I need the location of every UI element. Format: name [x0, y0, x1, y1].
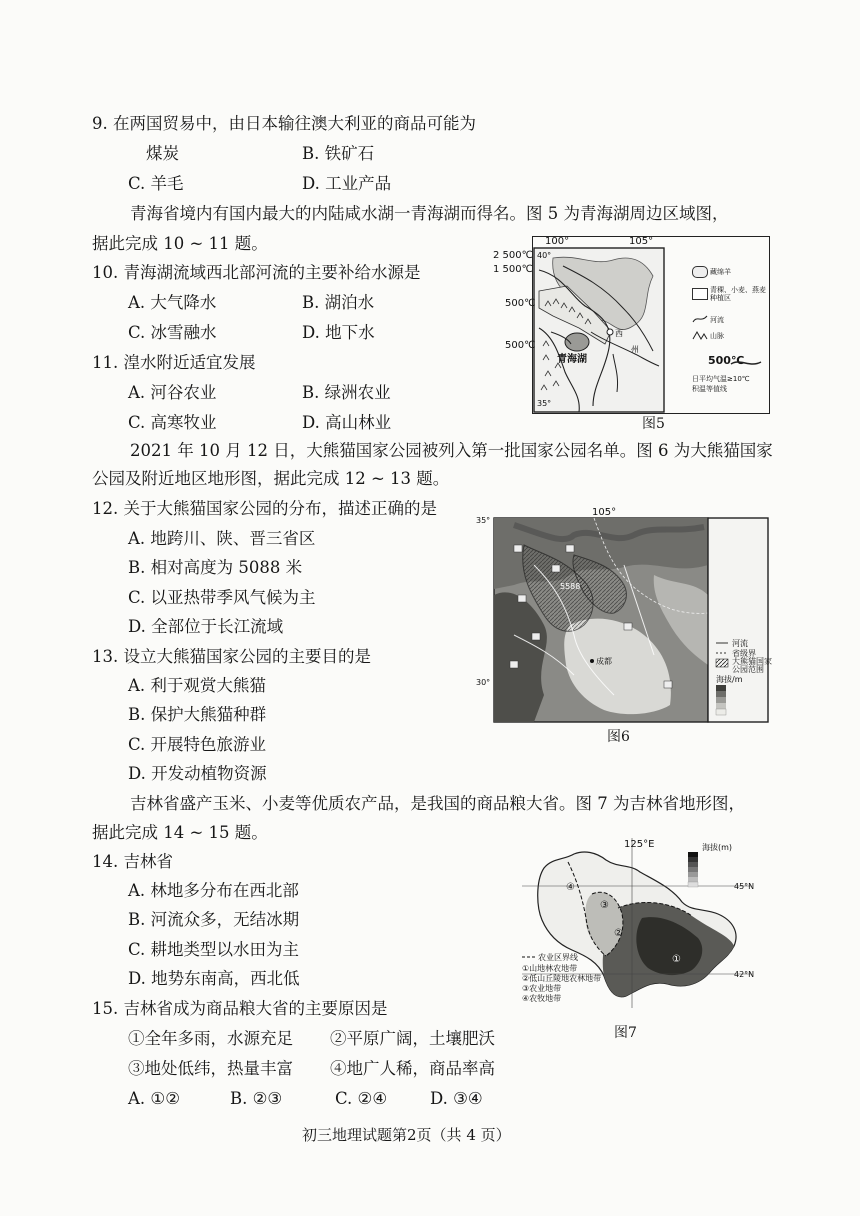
- fig7-zone-4: ④: [566, 882, 575, 893]
- page-footer: 初三地理试题第2页（共 4 页）: [302, 1126, 511, 1144]
- q10-option-b: B. 湖泊水: [302, 293, 375, 312]
- fig7-zone-2: ②: [614, 928, 623, 939]
- q10-option-a: A. 大气降水: [128, 293, 217, 312]
- q11-option-a: A. 河谷农业: [128, 383, 217, 402]
- fig7-zone-1: ①: [672, 954, 681, 965]
- fig6-city-label: 成都: [596, 657, 612, 666]
- fig7-elev-label: 海拔(m): [702, 843, 733, 852]
- fig7-elevation-scale: [688, 852, 698, 887]
- q15-item-1: ①全年多雨，水源充足: [128, 1029, 293, 1048]
- q14-option-a: A. 林地多分布在西北部: [128, 881, 299, 900]
- fig5-legend-iso-desc2: 积温等值线: [692, 385, 727, 393]
- fig7-zone-3: ③: [600, 900, 609, 911]
- q14-stem: 14. 吉林省: [92, 852, 173, 871]
- fig5-iso-2500: 2 500℃: [493, 250, 533, 261]
- q14-option-b: B. 河流众多，无结冰期: [128, 910, 300, 929]
- figure-6-map: [474, 505, 774, 727]
- fig6-caption: 图6: [607, 729, 630, 745]
- intro12-line2: 公园及附近地区地形图，据此完成 12 ~ 13 题。: [92, 469, 450, 488]
- q9-option-b: B. 铁矿石: [302, 144, 375, 163]
- isoline-icon: [730, 358, 762, 368]
- q15-stem: 15. 吉林省成为商品粮大省的主要原因是: [92, 999, 388, 1018]
- fig5-legend-mountain: 山脉: [710, 332, 724, 340]
- q9-option-a: 煤炭: [146, 144, 179, 163]
- figure-5-legend: [690, 262, 770, 414]
- fig5-legend-iso-value: 500℃: [708, 354, 745, 367]
- fig5-legend-iso-desc1: 日平均气温≥10℃: [692, 375, 750, 383]
- q15-item-3: ③地处低纬，热量丰富: [128, 1059, 293, 1078]
- fig7-legend-1: ①山地林农地带: [522, 964, 578, 973]
- q13-option-b: B. 保护大熊猫种群: [128, 705, 267, 724]
- q10-stem: 10. 青海湖流域西北部河流的主要补给水源是: [92, 263, 421, 282]
- q11-stem: 11. 湟水附近适宜发展: [92, 353, 256, 372]
- intro12-line1: 2021 年 10 月 12 日，大熊猫国家公园被列入第一批国家公园名单。图 6 为大熊猫国家: [130, 441, 773, 460]
- sheep-icon: [692, 266, 708, 278]
- q15-option-a: A. ①②: [128, 1089, 180, 1108]
- figure-5-map: [493, 236, 707, 414]
- fig6-lon: 105°: [592, 507, 617, 518]
- fig6-park-icon: [716, 659, 728, 667]
- q11-option-d: D. 高山林业: [302, 413, 392, 432]
- fig6-peak-label: 5588: [560, 582, 581, 591]
- fig5-lon-left: 100°: [545, 236, 570, 247]
- q10-option-c: C. 冰雪融水: [128, 323, 217, 342]
- fig7-lon: 125°E: [624, 839, 655, 850]
- q13-stem: 13. 设立大熊猫国家公园的主要目的是: [92, 647, 371, 666]
- river-icon: [692, 314, 708, 324]
- q9-option-c: C. 羊毛: [128, 174, 184, 193]
- fig5-iso-500a: 500℃: [505, 298, 536, 309]
- q13-option-d: D. 开发动植物资源: [128, 764, 267, 783]
- fig7-legend-0: 农业区界线: [538, 953, 578, 962]
- fig7-legend-3: ③农业地带: [522, 984, 562, 993]
- q10-option-d: D. 地下水: [302, 323, 375, 342]
- fig5-legend-crop: 青稞、小麦、燕麦种植区: [710, 286, 766, 303]
- fig5-iso-500b: 500℃: [505, 340, 536, 351]
- q9-stem: 9. 在两国贸易中，由日本输往澳大利亚的商品可能为: [92, 114, 476, 133]
- intro10-line2: 据此完成 10 ~ 11 题。: [92, 234, 268, 253]
- fig6-legend-elev: 海拔/m: [716, 675, 743, 684]
- fig5-caption: 图5: [642, 416, 665, 432]
- fig5-city-label: 西: [615, 329, 623, 338]
- fig6-legend-park1: 大熊猫国家: [732, 657, 772, 666]
- fig5-legend-sheep: 藏绵羊: [710, 268, 731, 276]
- fig5-iso-1500: 1 500℃: [493, 264, 533, 275]
- q12-stem: 12. 关于大熊猫国家公园的分布，描述正确的是: [92, 499, 437, 518]
- q15-item-2: ②平原广阔，土壤肥沃: [330, 1029, 495, 1048]
- fig5-lat-top: 40°: [537, 251, 552, 260]
- q12-option-d: D. 全部位于长江流域: [128, 617, 284, 636]
- q13-option-c: C. 开展特色旅游业: [128, 735, 267, 754]
- fig6-legend-river: 河流: [732, 639, 748, 648]
- q9-option-d: D. 工业产品: [302, 174, 392, 193]
- mountain-icon: [692, 330, 708, 340]
- q15-option-d: D. ③④: [430, 1089, 483, 1108]
- fig5-lat-bottom: 35°: [537, 399, 552, 408]
- q12-option-b: B. 相对高度为 5088 米: [128, 558, 303, 577]
- fig5-legend-river: 河流: [710, 316, 724, 324]
- q12-option-c: C. 以亚热带季风气候为主: [128, 588, 316, 607]
- fig6-lat-bottom: 30°: [476, 678, 491, 687]
- fig7-caption: 图7: [614, 1025, 637, 1041]
- q11-option-c: C. 高寒牧业: [128, 413, 217, 432]
- q15-option-c: C. ②④: [335, 1089, 388, 1108]
- q15-option-b: B. ②③: [230, 1089, 283, 1108]
- intro10-line1: 青海省境内有国内最大的内陆咸水湖一青海湖而得名。图 5 为青海湖周边区域图，: [130, 204, 729, 223]
- intro14-line2: 据此完成 14 ~ 15 题。: [92, 823, 268, 842]
- q14-option-c: C. 耕地类型以水田为主: [128, 940, 300, 959]
- q14-option-d: D. 地势东南高，西北低: [128, 969, 300, 988]
- q11-option-b: B. 绿洲农业: [302, 383, 391, 402]
- fig6-legend-boundary: 省级界: [732, 649, 756, 658]
- figure-7-map: [522, 838, 774, 1010]
- fig7-lat-bottom: 42°N: [734, 970, 755, 979]
- fig6-lat-top: 35°: [476, 516, 491, 525]
- q15-item-4: ④地广人稀，商品率高: [330, 1059, 495, 1078]
- fig7-legend-2: ②低山丘陵地农林地带: [522, 974, 602, 983]
- q12-option-a: A. 地跨川、陕、晋三省区: [128, 529, 316, 548]
- crop-area-icon: [692, 288, 708, 300]
- fig5-region-label: 州: [631, 345, 639, 354]
- intro14-line1: 吉林省盛产玉米、小麦等优质农产品，是我国的商品粮大省。图 7 为吉林省地形图，: [130, 794, 745, 813]
- fig5-lon-right: 105°: [629, 236, 654, 247]
- fig7-legend-4: ④农牧地带: [522, 994, 562, 1003]
- q13-option-a: A. 利于观赏大熊猫: [128, 676, 266, 695]
- fig6-legend-park2: 公园范围: [732, 665, 764, 674]
- fig7-lat-top: 45°N: [734, 882, 755, 891]
- fig5-lake-label: 青海湖: [557, 354, 587, 365]
